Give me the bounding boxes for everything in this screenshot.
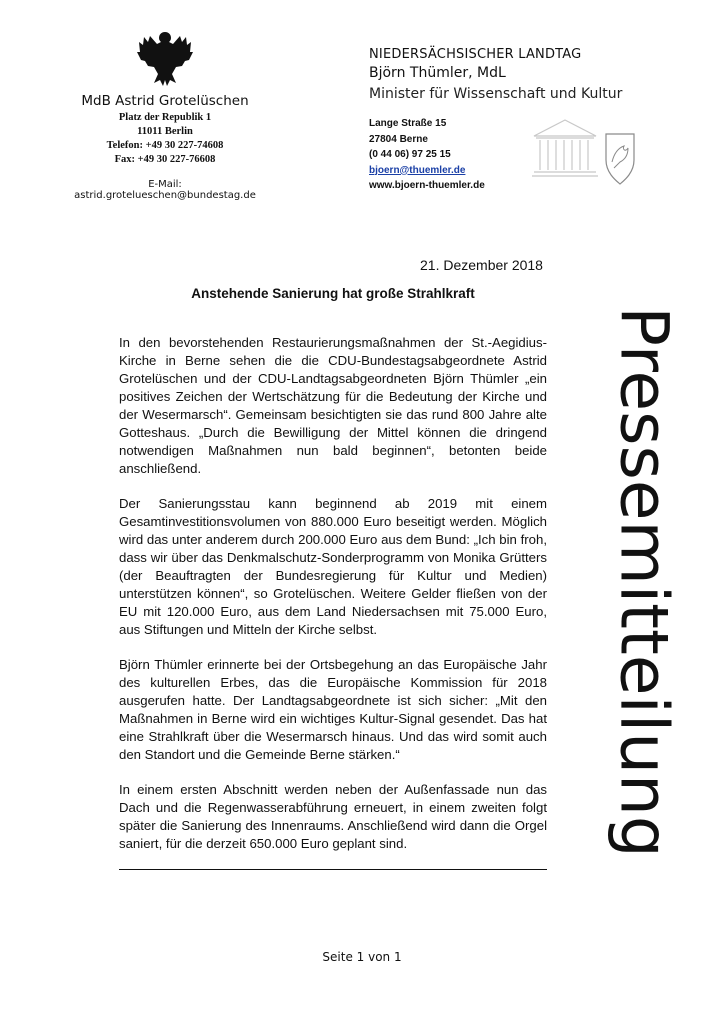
city: 11011 Berlin [137,126,193,137]
city: 27804 Berne [369,133,428,145]
paragraph-1: In den bevorstehenden Restaurierungsmaßnahmen der St.-Aegidius-Kirche in Berne sehen die die CDU-Bundestagsabgeordnete Astrid Grotelüschen und der CDU-Landtagsabgeordneten Björn Thümler „ein positives Zeichen der Wertschätzung für die Bedeutung der Kirche und der Wesermarsch“. Gemeinsam besichtigten sie das rund 800 Jahre alte Gotteshaus. „Durch die Bewilligung der Mittel können die dringend notwendigen Maßnahmen nun bald beginnen“, betonten beide anschließend. [119,335,547,476]
street: Platz der Republik 1 [118,112,212,123]
headline: Anstehende Sanierung hat große Strahlkraft [191,286,475,301]
article-body [119,334,547,870]
fax: Fax: +49 30 227-76608 [114,154,216,165]
street: Lange Straße 15 [369,118,447,129]
website-link[interactable]: www.bjoern-thuemler.de [369,180,485,191]
landtag-building-and-coat-of-arms-icon [530,112,640,197]
paragraph-2: Der Sanierungsstau kann beginnend ab 2019 mit einem Gesamtinvestitionsvolumen von 880.000 Euro beseitigt werden. Möglich wird das unter anderem durch 200.000 Euro aus dem Bund: „Ich bin froh, dass wir über das Denkmalschutz-Sonderprogramm von Monika Grütters (der Beauftragten der Bundesregierung für Kultur und Medien) unterstützen können“, so Grotelüschen. Weitere Gelder fließen von der EU mit 120.000 Euro, aus dem Land Niedersachsen mit 75.000 Euro, aus Stiftungen und Mitteln der Kirche selbst. [119,496,547,637]
sender-title-thuemler: Minister für Wissenschaft und Kultur [369,86,623,102]
contact-email-grotelueschen [70,179,260,201]
paragraph-3: Björn Thümler erinnerte bei der Ortsbegehung an das Europäische Jahr des kulturellen Erbes, das die Europäische Kommission für 2018 ausgerufen hatte. Der Landtagsabgeordnete ist sich sicher: „Mit den Maßnahmen in Berne wird ein wichtiges Kultur-Signal gesendet. Das hat eine Strahlkraft über die Wesermarsch hinaus. Und das wird somit auch den Standort und die Gemeinde Berne stärken.“ [119,657,547,762]
email-label: E-Mail: [148,179,182,190]
sender-name-grotelueschen: MdB Astrid Grotelüschen [81,93,249,109]
email-address: astrid.grotelueschen@bundestag.de [74,190,256,201]
phone: (0 44 06) 97 25 15 [369,149,451,160]
paragraph-4: In einem ersten Abschnitt werden neben der Außenfassade nun das Dach und die Regenwasserabführung erneuert, in einem zweiten folgt später die Sanierung des Innenraums. Anschließend wird dann die Orgel saniert, für die derzeit 650.000 Euro geplant sind. [119,782,547,851]
bundestag-eagle-icon [136,28,194,90]
sender-address-thuemler [369,116,485,194]
footer-divider [119,869,547,870]
release-date: 21. Dezember 2018 [420,257,543,273]
press-release-side-label: Pressemitteilung [605,306,683,858]
page-number: Seite 1 von 1 [322,950,402,964]
sender-name-thuemler: Björn Thümler, MdL [369,65,506,81]
phone: Telefon: +49 30 227-74608 [106,140,224,151]
email-link[interactable]: bjoern@thuemler.de [369,164,466,176]
parliament-name: NIEDERSÄCHSISCHER LANDTAG [369,47,582,62]
sender-address-grotelueschen [70,111,260,167]
